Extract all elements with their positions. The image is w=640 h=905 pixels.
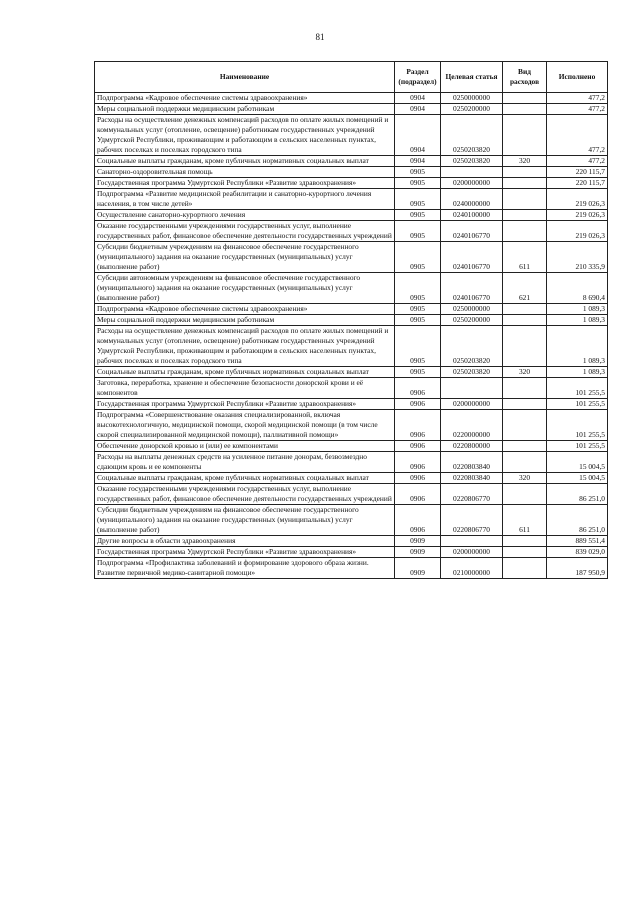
cell-section: 0904 bbox=[395, 115, 441, 156]
cell-name: Расходы на осуществление денежных компенсаций расходов по оплате жилых помещений и коммунальных услуг (отопление, освещение) работникам государственных учреждений Удмуртской Республики, проживающим и работающим в сельских населенных пунктах, рабочих поселках и поселках городского типа bbox=[95, 326, 395, 367]
table-row bbox=[95, 304, 608, 315]
cell-type bbox=[503, 547, 547, 558]
cell-section: 0906 bbox=[395, 441, 441, 452]
cell-target: 0200000000 bbox=[441, 178, 503, 189]
cell-target: 0240000000 bbox=[441, 189, 503, 210]
cell-amount: 219 026,3 bbox=[547, 210, 608, 221]
cell-name: Другие вопросы в области здравоохранения bbox=[95, 536, 395, 547]
cell-name: Субсидии бюджетным учреждениям на финансовое обеспечение государственного (муниципального) задания на оказание государственных (муниципальных) услуг (выполнение работ) bbox=[95, 242, 395, 273]
cell-section: 0909 bbox=[395, 558, 441, 579]
budget-table bbox=[94, 61, 608, 579]
cell-target: 0220803840 bbox=[441, 452, 503, 473]
table-row bbox=[95, 104, 608, 115]
cell-name: Меры социальной поддержки медицинским работникам bbox=[95, 104, 395, 115]
cell-section: 0906 bbox=[395, 399, 441, 410]
cell-name: Государственная программа Удмуртской Республики «Развитие здравоохранения» bbox=[95, 178, 395, 189]
cell-name: Государственная программа Удмуртской Республики «Развитие здравоохранения» bbox=[95, 547, 395, 558]
cell-type bbox=[503, 104, 547, 115]
cell-type: 621 bbox=[503, 273, 547, 304]
table-row bbox=[95, 221, 608, 242]
cell-target: 0250000000 bbox=[441, 93, 503, 104]
cell-amount: 15 004,5 bbox=[547, 452, 608, 473]
cell-type: 320 bbox=[503, 367, 547, 378]
cell-amount: 477,2 bbox=[547, 156, 608, 167]
cell-name: Субсидии автономным учреждениям на финансовое обеспечение государственного (муниципального) задания на оказание государственных (муниципальных) услуг (выполнение работ) bbox=[95, 273, 395, 304]
cell-target: 0200000000 bbox=[441, 399, 503, 410]
cell-amount: 8 690,4 bbox=[547, 273, 608, 304]
cell-type bbox=[503, 399, 547, 410]
cell-name: Подпрограмма «Совершенствование оказания специализированной, включая высокотехнологичную, медицинской помощи, скорой медицинской помощи (в том числе скорой специализированной медицинской помощи), паллиативной помощи» bbox=[95, 410, 395, 441]
table-header-row bbox=[95, 62, 608, 93]
header-type: Вид расходов bbox=[503, 62, 547, 93]
cell-section: 0909 bbox=[395, 536, 441, 547]
table-row bbox=[95, 536, 608, 547]
cell-name: Оказание государственными учреждениями государственных услуг, выполнение государственных работ, финансовое обеспечение деятельности государственных учреждений bbox=[95, 484, 395, 505]
cell-type: 320 bbox=[503, 473, 547, 484]
cell-amount: 1 089,3 bbox=[547, 315, 608, 326]
table-row bbox=[95, 558, 608, 579]
page-number: 81 bbox=[315, 32, 325, 42]
cell-target: 0250200000 bbox=[441, 104, 503, 115]
cell-amount: 1 089,3 bbox=[547, 367, 608, 378]
cell-section: 0905 bbox=[395, 189, 441, 210]
cell-amount: 219 026,3 bbox=[547, 189, 608, 210]
cell-section: 0905 bbox=[395, 210, 441, 221]
table-row bbox=[95, 210, 608, 221]
cell-amount: 889 551,4 bbox=[547, 536, 608, 547]
cell-type: 611 bbox=[503, 242, 547, 273]
cell-target: 0240106770 bbox=[441, 221, 503, 242]
cell-section: 0906 bbox=[395, 505, 441, 536]
table-row bbox=[95, 473, 608, 484]
cell-target: 0250000000 bbox=[441, 304, 503, 315]
cell-name: Меры социальной поддержки медицинским работникам bbox=[95, 315, 395, 326]
cell-name: Расходы на выплаты денежных средств на усиленное питание донорам, безвозмездно сдающим кровь и ее компоненты bbox=[95, 452, 395, 473]
cell-type bbox=[503, 315, 547, 326]
cell-amount: 15 004,5 bbox=[547, 473, 608, 484]
table-row bbox=[95, 547, 608, 558]
table-row bbox=[95, 189, 608, 210]
cell-section: 0906 bbox=[395, 410, 441, 441]
cell-name: Социальные выплаты гражданам, кроме публичных нормативных социальных выплат bbox=[95, 367, 395, 378]
cell-amount: 86 251,0 bbox=[547, 484, 608, 505]
cell-name: Подпрограмма «Развитие медицинской реабилитации и санаторно-курортного лечения населения, в том числе детей» bbox=[95, 189, 395, 210]
cell-section: 0905 bbox=[395, 367, 441, 378]
cell-type bbox=[503, 536, 547, 547]
cell-type bbox=[503, 484, 547, 505]
cell-target: 0220000000 bbox=[441, 410, 503, 441]
cell-name: Расходы на осуществление денежных компенсаций расходов по оплате жилых помещений и коммунальных услуг (отопление, освещение) работникам государственных учреждений Удмуртской Республики, проживающим и работающим в сельских населенных пунктах, рабочих поселках и поселках городского типа bbox=[95, 115, 395, 156]
cell-amount: 187 950,9 bbox=[547, 558, 608, 579]
table-row bbox=[95, 410, 608, 441]
table-row bbox=[95, 399, 608, 410]
cell-amount: 1 089,3 bbox=[547, 326, 608, 367]
cell-target: 0250203820 bbox=[441, 367, 503, 378]
cell-amount: 839 029,0 bbox=[547, 547, 608, 558]
cell-amount: 477,2 bbox=[547, 93, 608, 104]
cell-type bbox=[503, 326, 547, 367]
cell-section: 0905 bbox=[395, 315, 441, 326]
cell-amount: 86 251,0 bbox=[547, 505, 608, 536]
cell-section: 0905 bbox=[395, 304, 441, 315]
cell-target: 0250203820 bbox=[441, 156, 503, 167]
cell-type bbox=[503, 167, 547, 178]
cell-name: Обеспечение донорской кровью и (или) ее компонентами bbox=[95, 441, 395, 452]
cell-amount: 101 255,5 bbox=[547, 378, 608, 399]
cell-amount: 477,2 bbox=[547, 104, 608, 115]
cell-target bbox=[441, 536, 503, 547]
cell-name: Подпрограмма «Кадровое обеспечение системы здравоохранения» bbox=[95, 304, 395, 315]
header-section: Раздел (подраздел) bbox=[395, 62, 441, 93]
cell-target: 0240106770 bbox=[441, 242, 503, 273]
cell-section: 0905 bbox=[395, 221, 441, 242]
cell-target: 0210000000 bbox=[441, 558, 503, 579]
table-row bbox=[95, 273, 608, 304]
table-row bbox=[95, 367, 608, 378]
table-row bbox=[95, 315, 608, 326]
header-target: Целевая статья bbox=[441, 62, 503, 93]
table-row bbox=[95, 378, 608, 399]
cell-section: 0905 bbox=[395, 242, 441, 273]
table-row bbox=[95, 452, 608, 473]
cell-type: 320 bbox=[503, 156, 547, 167]
table-row bbox=[95, 242, 608, 273]
cell-section: 0904 bbox=[395, 156, 441, 167]
cell-section: 0905 bbox=[395, 167, 441, 178]
cell-name: Оказание государственными учреждениями государственных услуг, выполнение государственных работ, финансовое обеспечение деятельности государственных учреждений bbox=[95, 221, 395, 242]
cell-name: Осуществление санаторно-курортного лечения bbox=[95, 210, 395, 221]
cell-type bbox=[503, 452, 547, 473]
cell-target: 0220800000 bbox=[441, 441, 503, 452]
cell-amount: 101 255,5 bbox=[547, 441, 608, 452]
cell-name: Подпрограмма «Профилактика заболеваний и формирование здорового образа жизни. Развитие первичной медико-санитарной помощи» bbox=[95, 558, 395, 579]
cell-amount: 219 026,3 bbox=[547, 221, 608, 242]
cell-type bbox=[503, 558, 547, 579]
header-name: Наименование bbox=[95, 62, 395, 93]
cell-target: 0240106770 bbox=[441, 273, 503, 304]
cell-type bbox=[503, 221, 547, 242]
cell-amount: 220 115,7 bbox=[547, 167, 608, 178]
cell-target: 0220806770 bbox=[441, 505, 503, 536]
table-row bbox=[95, 115, 608, 156]
table-row bbox=[95, 326, 608, 367]
cell-type bbox=[503, 115, 547, 156]
cell-target: 0250203820 bbox=[441, 326, 503, 367]
cell-target bbox=[441, 167, 503, 178]
cell-target: 0240100000 bbox=[441, 210, 503, 221]
cell-name: Заготовка, переработка, хранение и обеспечение безопасности донорской крови и её компонентов bbox=[95, 378, 395, 399]
cell-target bbox=[441, 378, 503, 399]
cell-name: Подпрограмма «Кадровое обеспечение системы здравоохранения» bbox=[95, 93, 395, 104]
cell-name: Государственная программа Удмуртской Республики «Развитие здравоохранения» bbox=[95, 399, 395, 410]
cell-section: 0909 bbox=[395, 547, 441, 558]
cell-section: 0906 bbox=[395, 484, 441, 505]
cell-section: 0905 bbox=[395, 273, 441, 304]
cell-type bbox=[503, 441, 547, 452]
cell-section: 0906 bbox=[395, 452, 441, 473]
cell-type bbox=[503, 178, 547, 189]
cell-type bbox=[503, 210, 547, 221]
cell-amount: 101 255,5 bbox=[547, 399, 608, 410]
cell-type bbox=[503, 189, 547, 210]
cell-name: Социальные выплаты гражданам, кроме публичных нормативных социальных выплат bbox=[95, 473, 395, 484]
table-row bbox=[95, 156, 608, 167]
table-row bbox=[95, 441, 608, 452]
cell-type bbox=[503, 410, 547, 441]
cell-section: 0905 bbox=[395, 178, 441, 189]
cell-section: 0906 bbox=[395, 378, 441, 399]
table-row bbox=[95, 484, 608, 505]
table-body bbox=[95, 93, 608, 579]
cell-section: 0904 bbox=[395, 93, 441, 104]
table-row bbox=[95, 93, 608, 104]
cell-name: Санаторно-оздоровительная помощь bbox=[95, 167, 395, 178]
cell-target: 0250203820 bbox=[441, 115, 503, 156]
cell-name: Социальные выплаты гражданам, кроме публичных нормативных социальных выплат bbox=[95, 156, 395, 167]
table-row bbox=[95, 167, 608, 178]
cell-name: Субсидии бюджетным учреждениям на финансовое обеспечение государственного (муниципального) задания на оказание государственных (муниципальных) услуг (выполнение работ) bbox=[95, 505, 395, 536]
table-row bbox=[95, 505, 608, 536]
cell-section: 0905 bbox=[395, 326, 441, 367]
cell-amount: 477,2 bbox=[547, 115, 608, 156]
table-row bbox=[95, 178, 608, 189]
cell-target: 0200000000 bbox=[441, 547, 503, 558]
cell-amount: 101 255,5 bbox=[547, 410, 608, 441]
cell-type bbox=[503, 93, 547, 104]
cell-type bbox=[503, 378, 547, 399]
cell-target: 0220803840 bbox=[441, 473, 503, 484]
cell-target: 0220806770 bbox=[441, 484, 503, 505]
cell-section: 0904 bbox=[395, 104, 441, 115]
cell-amount: 220 115,7 bbox=[547, 178, 608, 189]
cell-section: 0906 bbox=[395, 473, 441, 484]
cell-amount: 210 335,9 bbox=[547, 242, 608, 273]
cell-target: 0250200000 bbox=[441, 315, 503, 326]
header-amount: Исполнено bbox=[547, 62, 608, 93]
cell-type bbox=[503, 304, 547, 315]
cell-amount: 1 089,3 bbox=[547, 304, 608, 315]
cell-type: 611 bbox=[503, 505, 547, 536]
